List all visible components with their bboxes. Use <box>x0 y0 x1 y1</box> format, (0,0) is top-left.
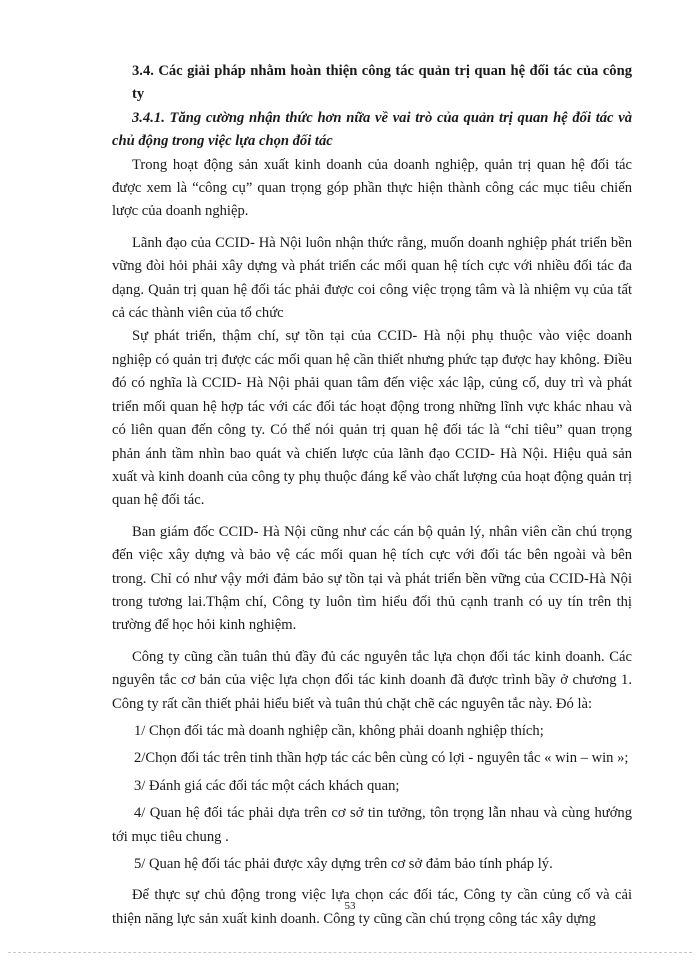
document-page <box>112 60 632 931</box>
paragraph-1: Trong hoạt động sản xuất kinh doanh của doanh nghiệp, quản trị quan hệ đối tác được xem là “công cụ” quan trọng góp phần thực hiện thành công các mục tiêu chiến lược của doanh nghiệp. <box>112 156 632 220</box>
subsection-heading: 3.4.1. Tăng cường nhận thức hơn nữa về vai trò của quản trị quan hệ đối tác và chủ động trong việc lựa chọn đối tác <box>112 109 632 150</box>
paragraph-4: Ban giám đốc CCID- Hà Nội cũng như các cán bộ quản lý, nhân viên cần chú trọng đến việc xây dựng và bảo vệ các mối quan hệ tích cực với đối tác bên ngoài và bên trong. Chỉ có như vậy mới đảm bảo sự tồn tại và phát triển bền vững của CCID-Hà Nội trong tương lai.Thậm chí, Công ty luôn tìm hiểu đối thủ cạnh tranh có uy tín trên thị trường để học hỏi kinh nghiệm. <box>112 523 632 634</box>
principle-1: 1/ Chọn đối tác mà doanh nghiệp cần, không phải doanh nghiệp thích; <box>134 722 544 739</box>
principle-4: 4/ Quan hệ đối tác phải dựa trên cơ sở tin tưởng, tôn trọng lẫn nhau và cùng hướng tới mục tiêu chung . <box>112 805 632 845</box>
closing-paragraph: Để thực sự chủ động trong việc lựa chọn các đối tác, Công ty cần củng cố và cải thiện năng lực sản xuất kinh doanh. Công ty cũng cần chú trọng công tác xây dựng <box>112 887 632 927</box>
principle-2: 2/Chọn đối tác trên tinh thần hợp tác các bên cùng có lợi - nguyên tắc « win – win »; <box>134 750 629 767</box>
paragraph-5: Công ty cũng cần tuân thủ đầy đủ các nguyên tắc lựa chọn đối tác kinh doanh. Các nguyên tắc cơ bản của việc lựa chọn đối tác kinh doanh đã được trình bầy ở chương 1. Công ty rất cần thiết phải hiểu biết và tuân thủ chặt chẽ các nguyên tắc này. Đó là: <box>112 648 632 712</box>
paragraph-3: Sự phát triển, thậm chí, sự tồn tại của CCID- Hà nội phụ thuộc vào việc doanh nghiệp có quản trị được các mối quan hệ cần thiết nhưng phức tạp được hay không. Điều đó có nghĩa là CCID- Hà Nội phải quan tâm đến việc xác lập, củng cố, duy trì và phát triển mối quan hệ hợp tác với các đối tác hoạt động trong những lĩnh vực khác nhau và có liên quan đến công ty. Có thể nói quản trị quan hệ đối tác là “chỉ tiêu” quan trọng phản ánh tầm nhìn bao quát và chiến lược của lãnh đạo CCID- Hà Nội. Hiệu quả sản xuất và kinh doanh của công ty phụ thuộc đáng kể vào chất lượng của hoạt động quản trị quan hệ đối tác. <box>112 328 632 509</box>
section-heading: 3.4. Các giải pháp nhằm hoàn thiện công tác quản trị quan hệ đối tác của công ty <box>132 63 632 103</box>
principle-3: 3/ Đánh giá các đối tác một cách khách quan; <box>134 777 400 794</box>
paragraph-2: Lãnh đạo của CCID- Hà Nội luôn nhận thức rằng, muốn doanh nghiệp phát triển bền vững đòi hỏi phải xây dựng và phát triển các mối quan hệ tích cực với nhiều đối tác đa dạng. Quản trị quan hệ đối tác phải được coi công việc trọng tâm và là nhiệm vụ của tất cả các thành viên của tổ chức <box>112 234 632 322</box>
principle-5: 5/ Quan hệ đối tác phải được xây dựng trên cơ sở đảm bảo tính pháp lý. <box>134 856 553 872</box>
page-number: 53 <box>344 900 356 912</box>
footer-divider <box>8 952 692 953</box>
